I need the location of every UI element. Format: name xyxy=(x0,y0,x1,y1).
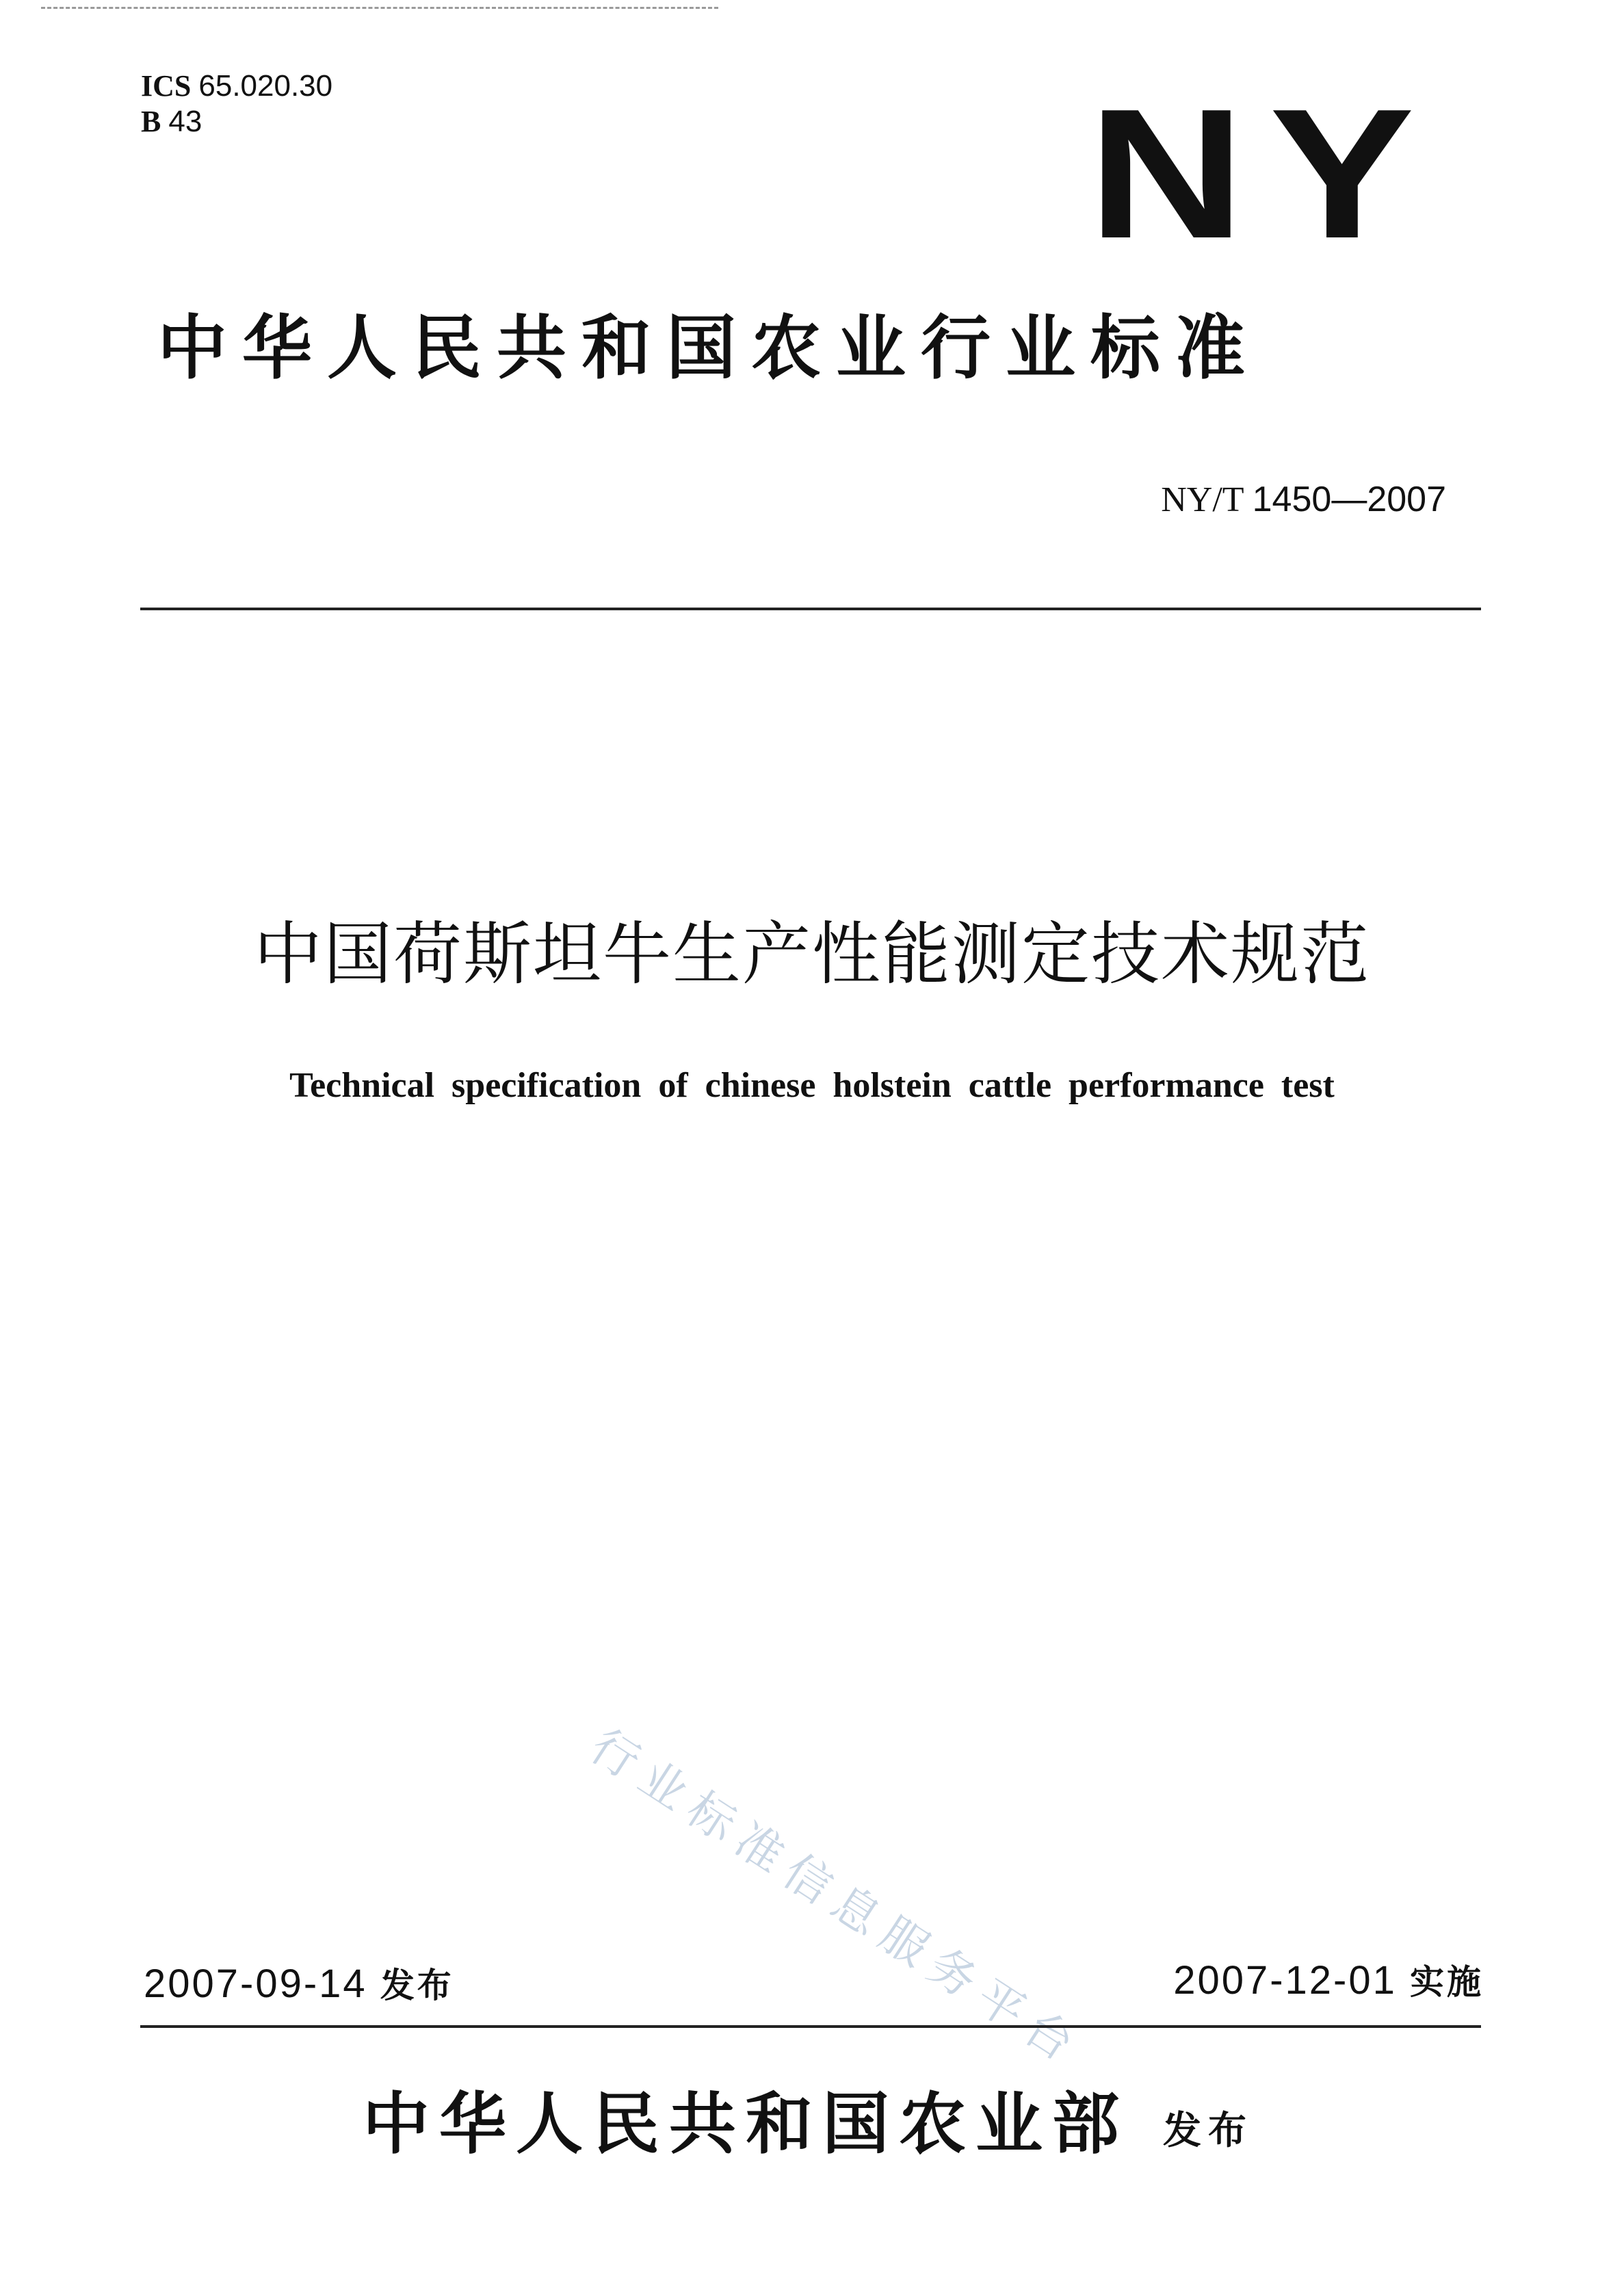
standard-number xyxy=(1161,479,1446,521)
implementation-date-block xyxy=(1173,1957,1484,2006)
implementation-label: 实施 xyxy=(1410,1962,1484,2002)
ccs-code-line xyxy=(141,104,332,140)
document-title-chinese: 中国荷斯坦牛生产性能测定技术规范 xyxy=(254,914,1370,994)
ccs-code: 43 xyxy=(168,105,202,138)
watermark: 行业标准信息服务平台 xyxy=(580,1719,1092,2078)
document-title-english: Technical specification of chinese holstein cattle performance test xyxy=(289,1066,1335,1105)
issue-date: 2007-09-14 xyxy=(144,1962,367,2006)
issue-date-block xyxy=(144,1960,454,2009)
ccs-label: B xyxy=(141,105,161,138)
publisher-name: 中华人民共和国农业部 xyxy=(363,2085,1129,2163)
ics-code: 65.020.30 xyxy=(198,69,333,103)
ics-code-line xyxy=(141,68,332,104)
standard-category-name: 中华人民共和国农业行业标准 xyxy=(157,308,1260,389)
issue-label: 发布 xyxy=(380,1966,454,2005)
standard-number-prefix: NY/T xyxy=(1161,480,1244,519)
scan-artifact-line xyxy=(41,7,718,9)
standard-number-value: 1450—2007 xyxy=(1252,480,1446,519)
ics-label: ICS xyxy=(141,69,192,103)
classification-codes xyxy=(141,68,332,140)
publisher-suffix: 发布 xyxy=(1163,2109,1253,2153)
implementation-date: 2007-12-01 xyxy=(1173,1958,1397,2003)
ny-logo: NY xyxy=(1088,71,1439,277)
bottom-divider xyxy=(140,2025,1481,2028)
top-divider xyxy=(140,608,1481,610)
